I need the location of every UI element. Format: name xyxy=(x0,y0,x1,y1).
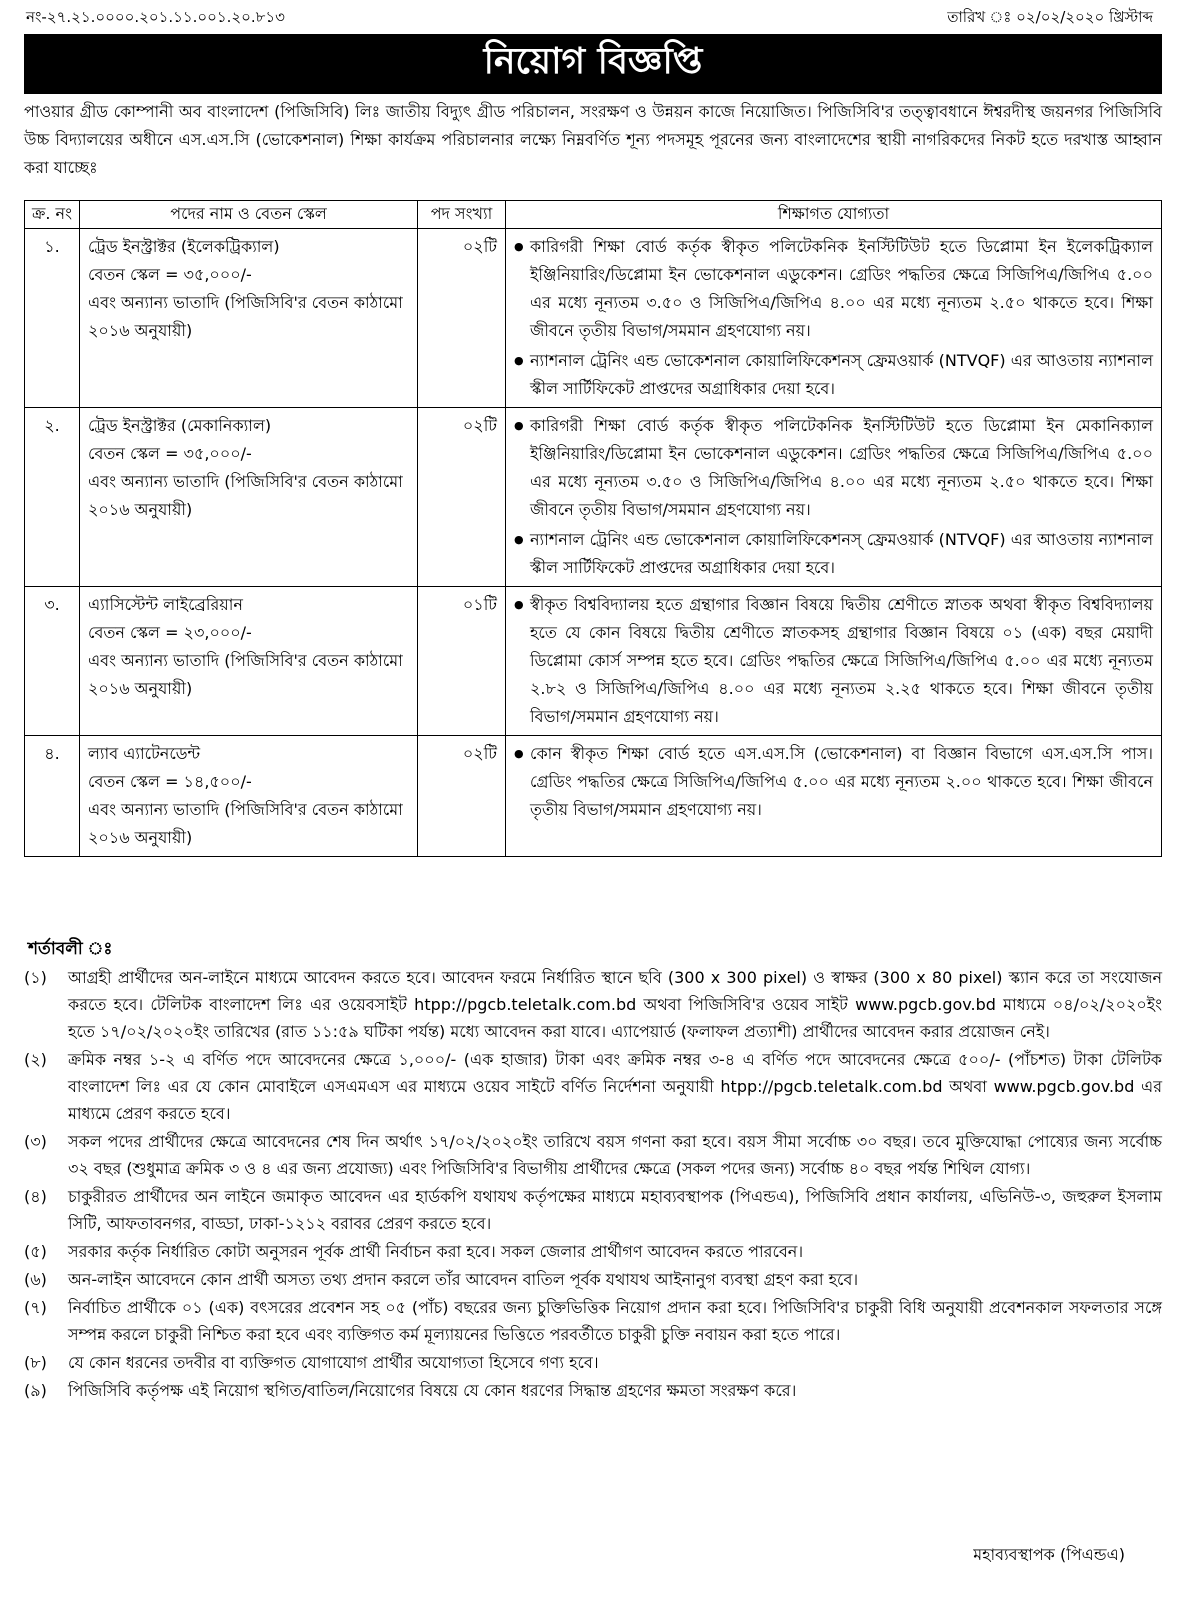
list-item xyxy=(24,1183,1162,1237)
pay-scale: বেতন স্কেল = ৩৫,০০০/- xyxy=(88,444,252,463)
term-number: (৯) xyxy=(24,1381,47,1400)
row-serial: ২. xyxy=(25,408,80,587)
qualification-item: ● কারিগরী শিক্ষা বোর্ড কর্তৃক স্বীকৃত পলিটেকনিক ইনস্টিটিউট হতে ডিপ্লোমা ইন ইলেকট্রিক্যাল ইঞ্জিনিয়ারিং/ডিপ্লোমা ইন ভোকেশনাল এডুকেশন। গ্রেডিং পদ্ধতির ক্ষেত্রে সিজিপিএ/জিপিএ ৫.০০ এর মধ্যে নূন্যতম ৩.৫০ ও সিজিপিএ/জিপিএ ৪.০০ এর মধ্যে নূন্যতম ২.৫০ থাকতে হবে। শিক্ষা জীবনে তৃতীয় বিভাগ/সমমান গ্রহণযোগ্য নয়। xyxy=(514,233,1153,345)
signatory-title: মহাব্যবস্থাপক (পিএন্ডএ) xyxy=(973,1545,1125,1564)
header-count: পদ সংখ্যা xyxy=(418,201,506,229)
term-text: যে কোন ধরনের তদবীর বা ব্যক্তিগত যোগাযোগ প্রার্থীর অযোগ্যতা হিসেবে গণ্য হবে। xyxy=(68,1353,599,1372)
term-number: (১) xyxy=(24,968,47,987)
title-banner xyxy=(24,34,1162,94)
post-name: ল্যাব এ্যাটেনডেন্ট xyxy=(88,744,201,763)
post-name: ট্রেড ইনস্ট্রাক্টর (ইলেকট্রিক্যাল) xyxy=(88,237,280,256)
header-post: পদের নাম ও বেতন স্কেল xyxy=(80,201,418,229)
term-text: সরকার কর্তৃক নির্ধারিত কোটা অনুসরন পূর্বক প্রার্থী নির্বাচন করা হবে। সকল জেলার প্রার্থীগণ আবেদন করতে পারবেন। xyxy=(68,1242,804,1261)
list-item xyxy=(24,964,1162,1045)
allowance-note: এবং অন্যান্য ভাতাদি (পিজিসিবি'র বেতন কাঠামো ২০১৬ অনুযায়ী) xyxy=(88,472,403,519)
table-row xyxy=(25,736,1162,857)
post-cell xyxy=(80,587,418,736)
memo-number: নং-২৭.২১.০০০০.২০১.১১.০০১.২০.৮১৩ xyxy=(26,8,285,26)
pay-scale: বেতন স্কেল = ২৩,০০০/- xyxy=(88,623,252,642)
post-count: ০১টি xyxy=(418,587,506,736)
post-cell xyxy=(80,736,418,857)
qualification-item: ● ন্যাশনাল ট্রেনিং এন্ড ভোকেশনাল কোয়ালিফিকেশনস্ ফ্রেমওয়ার্ক (NTVQF) এর আওতায় ন্যাশনাল স্কীল সার্টিফিকেট প্রাপ্তদের অগ্রাধিকার দেয়া হবে। xyxy=(514,347,1153,403)
issue-date: তারিখ ঃ ০২/০২/২০২০ খ্রিস্টাব্দ xyxy=(947,8,1153,26)
post-count: ০২টি xyxy=(418,229,506,408)
term-number: (৩) xyxy=(24,1132,47,1151)
allowance-note: এবং অন্যান্য ভাতাদি (পিজিসিবি'র বেতন কাঠামো ২০১৬ অনুযায়ী) xyxy=(88,651,403,698)
header-sl: ক্র. নং xyxy=(25,201,80,229)
intro-paragraph: পাওয়ার গ্রীড কোম্পানী অব বাংলাদেশ (পিজিসিবি) লিঃ জাতীয় বিদ্যুৎ গ্রীড পরিচালন, সংরক্ষণ ও উন্নয়ন কাজে নিয়োজিত। পিজিসিবি'র তত্ত্বাবধানে ঈশ্বরদীস্থ জয়নগর পিজিসিবি উচ্চ বিদ্যালয়ের অধীনে এস.এস.সি (ভোকেশনাল) শিক্ষা কার্যক্রম পরিচালনার লক্ষ্যে নিম্নবর্ণিত শূন্য পদসমূহ পূরনের জন্য বাংলাদেশের স্থায়ী নাগরিকদের নিকট হতে দরখাস্ত আহ্বান করা যাচ্ছেঃ xyxy=(24,102,1162,177)
list-item xyxy=(24,1266,1162,1293)
term-number: (৪) xyxy=(24,1187,47,1206)
list-item xyxy=(24,1128,1162,1182)
row-serial: ৩. xyxy=(25,587,80,736)
list-item xyxy=(24,1294,1162,1348)
post-count: ০২টি xyxy=(418,736,506,857)
qualification-cell xyxy=(506,229,1162,408)
list-item xyxy=(24,1046,1162,1127)
page-title: নিয়োগ বিজ্ঞপ্তি xyxy=(483,40,703,82)
term-number: (৫) xyxy=(24,1242,47,1261)
term-text: আগ্রহী প্রার্থীদের অন-লাইনে মাধ্যমে আবেদন করতে হবে। আবেদন ফরমে নির্ধারিত স্থানে ছবি (300 x 300 pixel) ও স্বাক্ষর (300 x 80 pixel) স্ক্যান করে তা সংযোজন করতে হবে। টেলিটক বাংলাদেশ লিঃ এর ওয়েবসাইট htpp://pgcb.teletalk.com.bd অথবা পিজিসিবি'র ওয়েব সাইট www.pgcb.gov.bd মাধ্যমে ০৪/০২/২০২০ইং হতে ১৭/০২/২০২০ইং তারিখের (রাত ১১:৫৯ ঘটিকা পর্যন্ত) মধ্যে আবেদন করা যাবে। এ্যাপেয়ার্ড (ফলাফল প্রত্যাশী) প্রার্থীদের আবেদন করার প্রয়োজন নেই। xyxy=(68,968,1162,1041)
terms-list xyxy=(24,964,1162,1405)
post-name: এ্যাসিস্টেন্ট লাইব্রেরিয়ান xyxy=(88,595,243,614)
post-name: ট্রেড ইনস্ট্রাক্টর (মেকানিক্যাল) xyxy=(88,416,272,435)
pay-scale: বেতন স্কেল = ১৪,৫০০/- xyxy=(88,772,252,791)
qualification-item: ● কারিগরী শিক্ষা বোর্ড কর্তৃক স্বীকৃত পলিটেকনিক ইনস্টিটিউট হতে ডিপ্লোমা ইন মেকানিক্যাল ইঞ্জিনিয়ারিং/ডিপ্লোমা ইন ভোকেশনাল এডুকেশন। গ্রেডিং পদ্ধতির ক্ষেত্রে সিজিপিএ/জিপিএ ৫.০০ এর মধ্যে নূন্যতম ৩.৫০ ও সিজিপিএ/জিপিএ ৪.০০ এর মধ্যে নূন্যতম ২.৫০ থাকতে হবে। শিক্ষা জীবনে তৃতীয় বিভাগ/সমমান গ্রহণযোগ্য নয়। xyxy=(514,412,1153,524)
allowance-note: এবং অন্যান্য ভাতাদি (পিজিসিবি'র বেতন কাঠামো ২০১৬ অনুযায়ী) xyxy=(88,293,403,340)
term-number: (৬) xyxy=(24,1270,47,1289)
post-cell xyxy=(80,408,418,587)
term-number: (৮) xyxy=(24,1353,47,1372)
term-text: অন-লাইন আবেদনে কোন প্রার্থী অসত্য তথ্য প্রদান করলে তাঁর আবেদন বাতিল পূর্বক যথাযথ আইনানুগ ব্যবস্থা গ্রহণ করা হবে। xyxy=(68,1270,859,1289)
header-qualification: শিক্ষাগত যোগ্যতা xyxy=(506,201,1162,229)
term-text: সকল পদের প্রার্থীদের ক্ষেত্রে আবেদনের শেষ দিন অর্থাৎ ১৭/০২/২০২০ইং তারিখে বয়স গণনা করা হবে। বয়স সীমা সর্বোচ্চ ৩০ বছর। তবে মুক্তিযোদ্ধা পোষ্যের জন্য সর্বোচ্চ ৩২ বছর (শুধুমাত্র ক্রমিক ৩ ও ৪ এর জন্য প্রযোজ্য) এবং পিজিসিবি'র বিভাগীয় প্রার্থীদের ক্ষেত্রে (সকল পদের জন্য) সর্বোচ্চ ৪০ বছর পর্যন্ত শিথিল যোগ্য। xyxy=(68,1132,1162,1178)
posts-table xyxy=(24,200,1162,857)
table-row xyxy=(25,408,1162,587)
row-serial: ১. xyxy=(25,229,80,408)
qualification-item: ● ন্যাশনাল ট্রেনিং এন্ড ভোকেশনাল কোয়ালিফিকেশনস্ ফ্রেমওয়ার্ক (NTVQF) এর আওতায় ন্যাশনাল স্কীল সার্টিফিকেট প্রাপ্তদের অগ্রাধিকার দেয়া হবে। xyxy=(514,526,1153,582)
table-header-row xyxy=(25,201,1162,229)
table-row xyxy=(25,229,1162,408)
qualification-cell xyxy=(506,587,1162,736)
term-text: চাকুরীরত প্রার্থীদের অন লাইনে জমাকৃত আবেদন এর হার্ডকপি যথাযথ কর্তৃপক্ষের মাধ্যমে মহাব্যবস্থাপক (পিএন্ডএ), পিজিসিবি প্রধান কার্যালয়, এভিনিউ-৩, জহুরুল ইসলাম সিটি, আফতাবনগর, বাড্ডা, ঢাকা-১২১২ বরাবর প্রেরণ করতে হবে। xyxy=(68,1187,1162,1233)
term-number: (৭) xyxy=(24,1298,47,1317)
terms-heading: শর্তাবলী ঃ xyxy=(28,939,113,959)
term-text: ক্রমিক নম্বর ১-২ এ বর্ণিত পদে আবেদনের ক্ষেত্রে ১,০০০/- (এক হাজার) টাকা এবং ক্রমিক নম্বর ৩-৪ এ বর্ণিত পদে আবেদনের ক্ষেত্রে ৫০০/- (পাঁচশত) টাকা টেলিটক বাংলাদেশ লিঃ এর যে কোন মোবাইলে এসএমএস এর মাধ্যমে ওয়েব সাইটে বর্ণিত নির্দেশনা অনুযায়ী htpp://pgcb.teletalk.com.bd অথবা www.pgcb.gov.bd এর মাধ্যমে প্রেরণ করতে হবে। xyxy=(68,1050,1162,1123)
term-number: (২) xyxy=(24,1050,47,1069)
post-cell xyxy=(80,229,418,408)
list-item xyxy=(24,1377,1162,1404)
pay-scale: বেতন স্কেল = ৩৫,০০০/- xyxy=(88,265,252,284)
list-item xyxy=(24,1349,1162,1376)
post-count: ০২টি xyxy=(418,408,506,587)
allowance-note: এবং অন্যান্য ভাতাদি (পিজিসিবি'র বেতন কাঠামো ২০১৬ অনুযায়ী) xyxy=(88,800,403,847)
qualification-cell xyxy=(506,408,1162,587)
qualification-item: ● কোন স্বীকৃত শিক্ষা বোর্ড হতে এস.এস.সি (ভোকেশনাল) বা বিজ্ঞান বিভাগে এস.এস.সি পাস। গ্রেডিং পদ্ধতির ক্ষেত্রে সিজিপিএ/জিপিএ ৫.০০ এর মধ্যে নূন্যতম ২.০০ থাকতে হবে। শিক্ষা জীবনে তৃতীয় বিভাগ/সমমান গ্রহণযোগ্য নয়। xyxy=(514,740,1153,824)
row-serial: ৪. xyxy=(25,736,80,857)
qualification-item: ● স্বীকৃত বিশ্ববিদ্যালয় হতে গ্রন্থাগার বিজ্ঞান বিষয়ে দ্বিতীয় শ্রেণীতে স্নাতক অথবা স্বীকৃত বিশ্ববিদ্যালয় হতে যে কোন বিষয়ে দ্বিতীয় শ্রেণীতে স্নাতকসহ গ্রন্থাগার বিজ্ঞান বিষয়ে ০১ (এক) বছর মেয়াদী ডিপ্লোমা কোর্স সম্পন্ন হতে হবে। গ্রেডিং পদ্ধতির ক্ষেত্রে সিজিপিএ/জিপিএ ৫.০০ এর মধ্যে নূন্যতম ২.৮২ ও সিজিপিএ/জিপিএ ৪.০০ এর মধ্যে নূন্যতম ২.২৫ থাকতে হবে। শিক্ষা জীবনে তৃতীয় বিভাগ/সমমান গ্রহণযোগ্য নয়। xyxy=(514,591,1153,731)
term-text: পিজিসিবি কর্তৃপক্ষ এই নিয়োগ স্থগিত/বাতিল/নিয়োগের বিষয়ে যে কোন ধরণের সিদ্ধান্ত গ্রহণের ক্ষমতা সংরক্ষণ করে। xyxy=(68,1381,797,1400)
table-row xyxy=(25,587,1162,736)
term-text: নির্বাচিত প্রার্থীকে ০১ (এক) বৎসরের প্রবেশন সহ ০৫ (পাঁচ) বছরের জন্য চুক্তিভিত্তিক নিয়োগ প্রদান করা হবে। পিজিসিবি'র চাকুরী বিধি অনুযায়ী প্রবেশনকাল সফলতার সঙ্গে সম্পন্ন করলে চাকুরী নিশ্চিত করা হবে এবং ব্যক্তিগত কর্ম মূল্যায়নের ভিত্তিতে পরবর্তীতে চাকুরী চুক্তি নবায়ন করা হতে পারে। xyxy=(68,1298,1162,1344)
qualification-cell xyxy=(506,736,1162,857)
list-item xyxy=(24,1238,1162,1265)
